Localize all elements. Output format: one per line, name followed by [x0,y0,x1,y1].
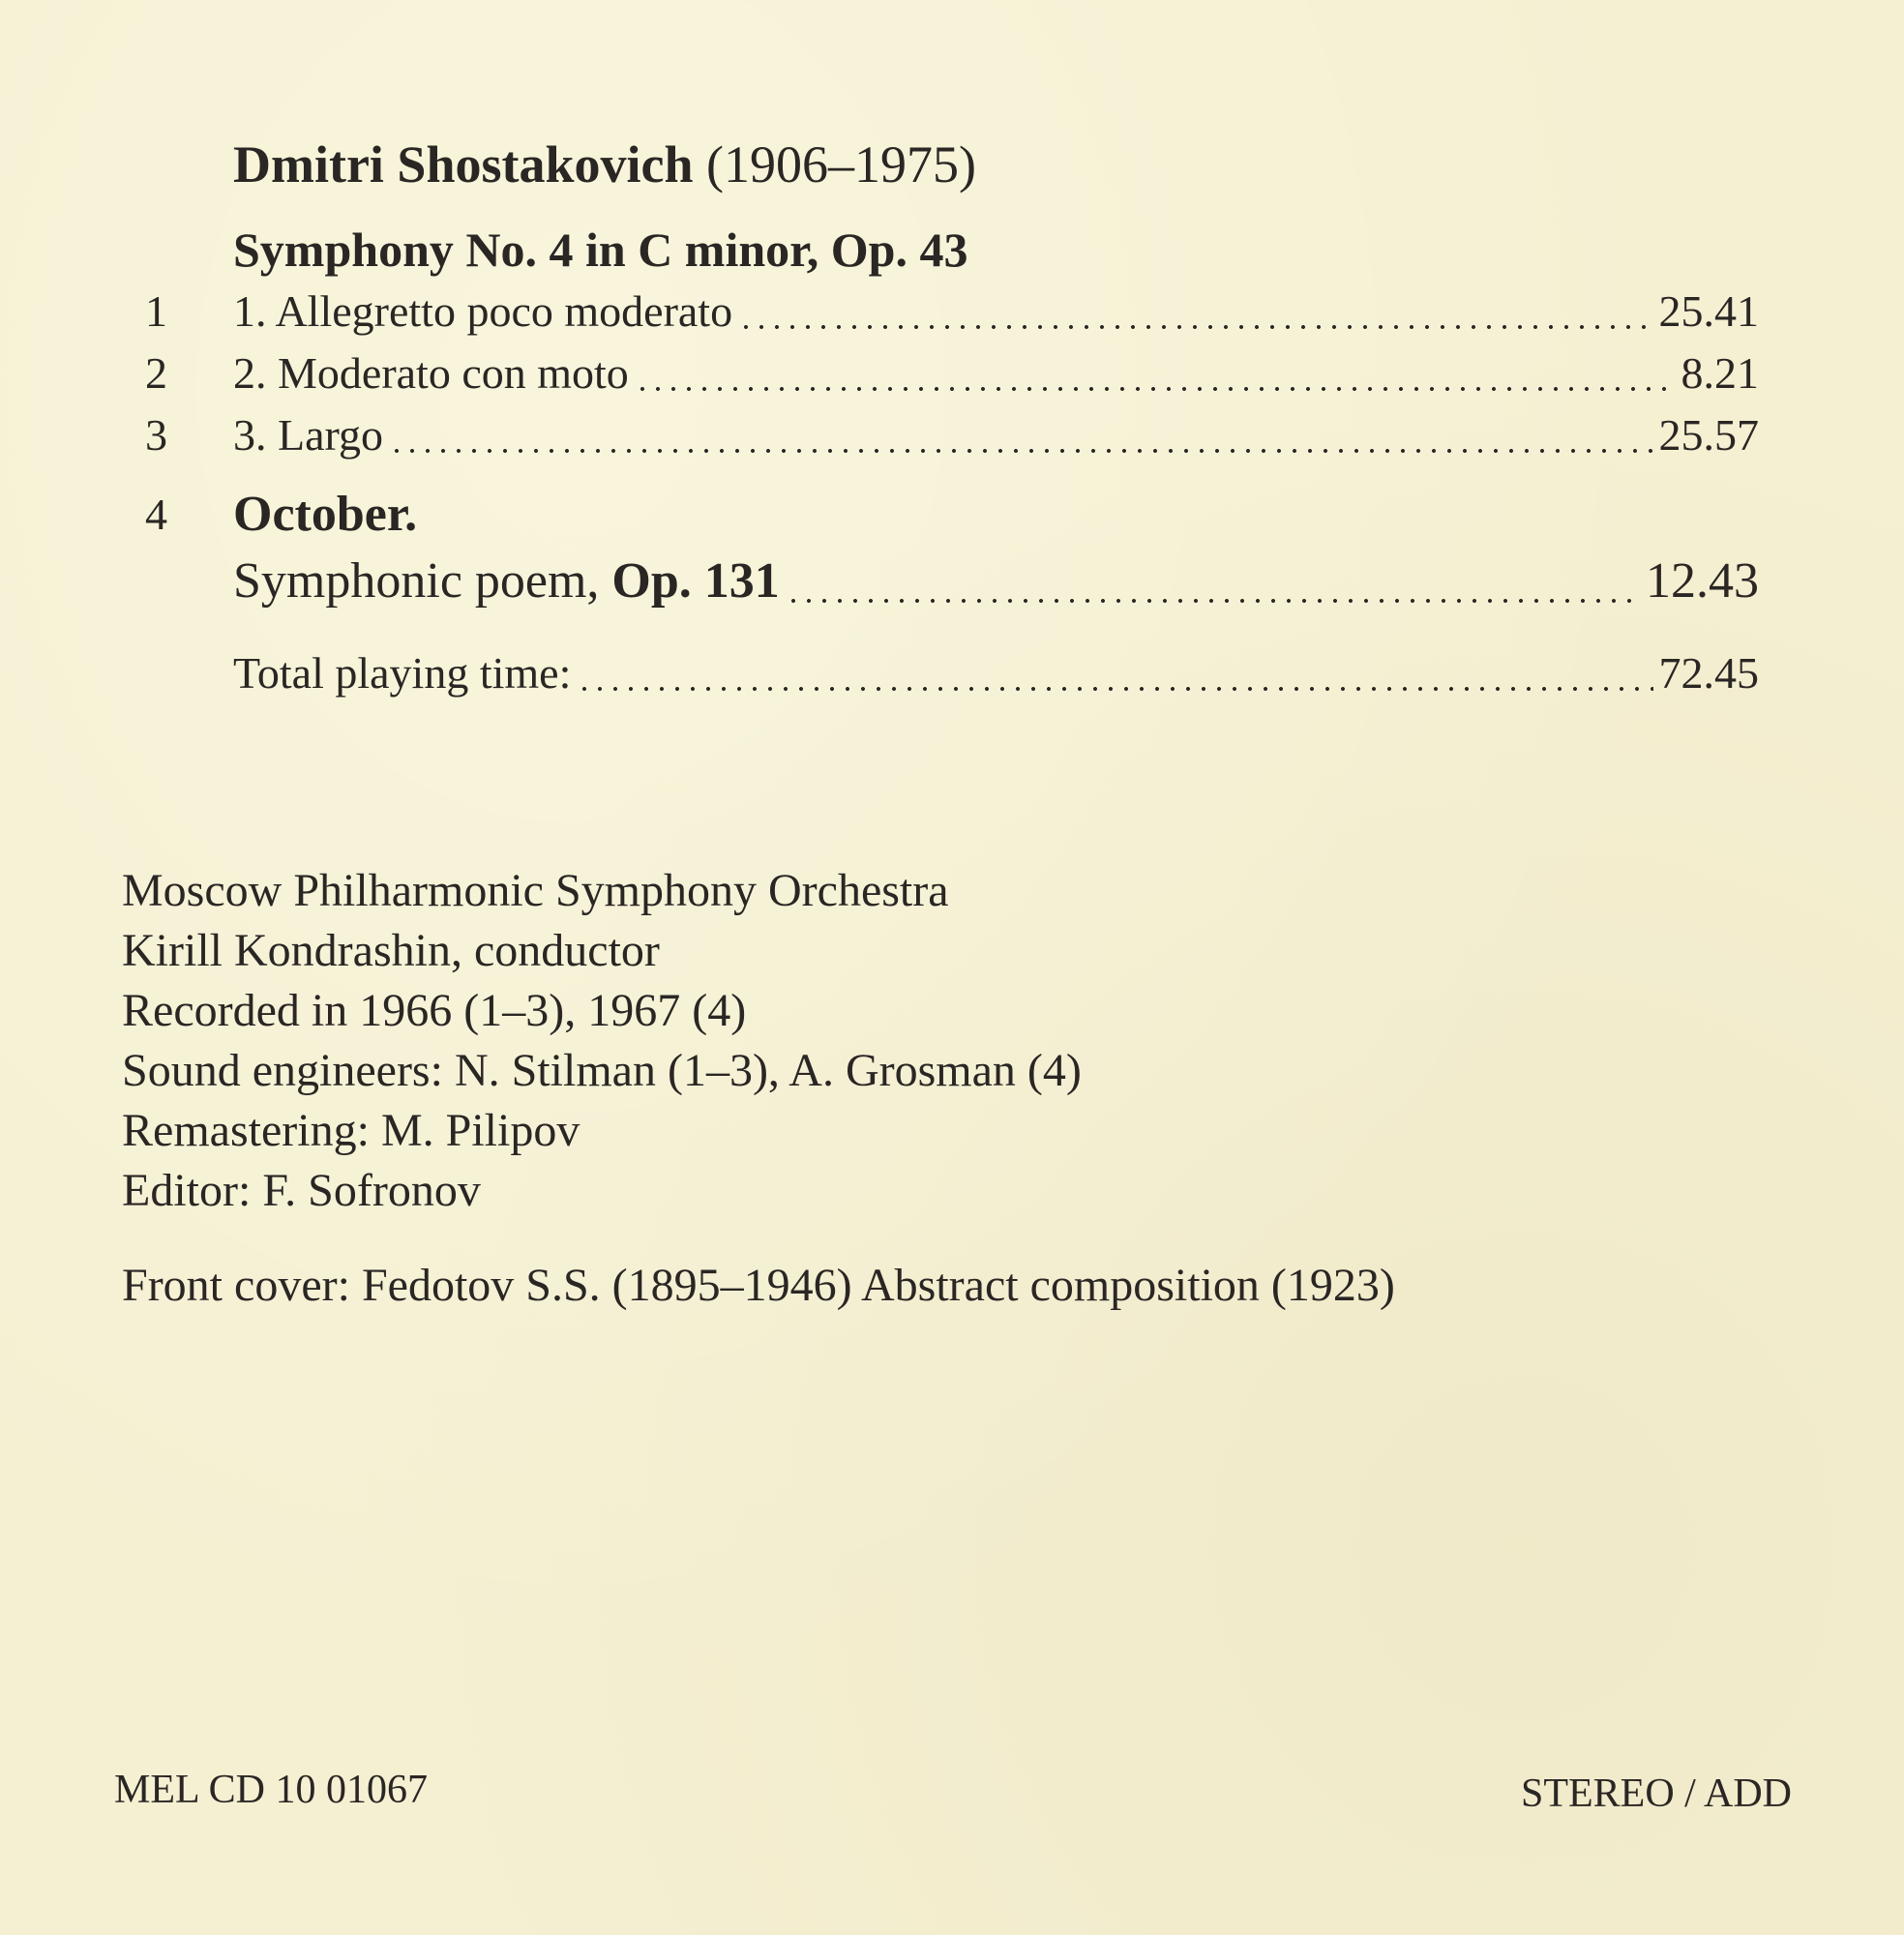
dot-leader [738,325,1652,329]
composer-name: Dmitri Shostakovich [233,135,694,194]
remastering: Remastering: M. Pilipov [122,1105,580,1156]
dot-leader [635,387,1676,391]
track-4-row [145,550,1759,613]
track-row [145,406,1759,464]
track-time: 12.43 [1646,553,1759,609]
track-subtitle [233,550,780,613]
track-number: 4 [145,490,167,539]
work-title: Symphony No. 4 in C minor, Op. 43 [233,223,968,277]
track-4-heading [145,484,1016,546]
track-title: 3. Largo [233,410,384,460]
track-number: 1 [145,286,167,336]
conductor: Kirill Kondrashin, conductor [122,925,660,976]
track-opus: Op. 131 [611,553,780,609]
track-title: October. [233,487,418,542]
editor: Editor: F. Sofronov [122,1165,481,1216]
credits-block [122,861,1082,1221]
catalog-number: MEL CD 10 01067 [114,1768,428,1812]
track-row [145,283,1759,341]
track-time: 25.57 [1658,410,1759,460]
format-label: STEREO / ADD [1520,1771,1792,1816]
track-time: 8.21 [1681,348,1759,398]
dot-leader [786,599,1640,603]
track-row [145,344,1759,402]
total-time: 72.45 [1658,648,1759,698]
composer-dates: (1906–1975) [706,135,977,194]
sound-engineers: Sound engineers: N. Stilman (1–3), A. Grosman (4) [122,1045,1082,1096]
front-cover-credit: Front cover: Fedotov S.S. (1895–1946) Abstract composition (1923) [122,1260,1395,1311]
track-subtitle-text: Symphonic poem, [233,553,600,609]
track-title: 1. Allegretto poco moderato [233,286,733,336]
dot-leader [389,449,1652,453]
recorded: Recorded in 1966 (1–3), 1967 (4) [122,985,747,1036]
orchestra: Moscow Philharmonic Symphony Orchestra [122,865,949,916]
track-number: 3 [145,410,167,460]
dot-leader [577,687,1652,691]
track-title: 2. Moderato con moto [233,348,629,398]
track-number: 2 [145,348,167,398]
total-label: Total playing time: [233,648,572,698]
total-row [145,644,1759,702]
composer-heading [233,134,976,195]
track-time: 25.41 [1658,286,1759,336]
